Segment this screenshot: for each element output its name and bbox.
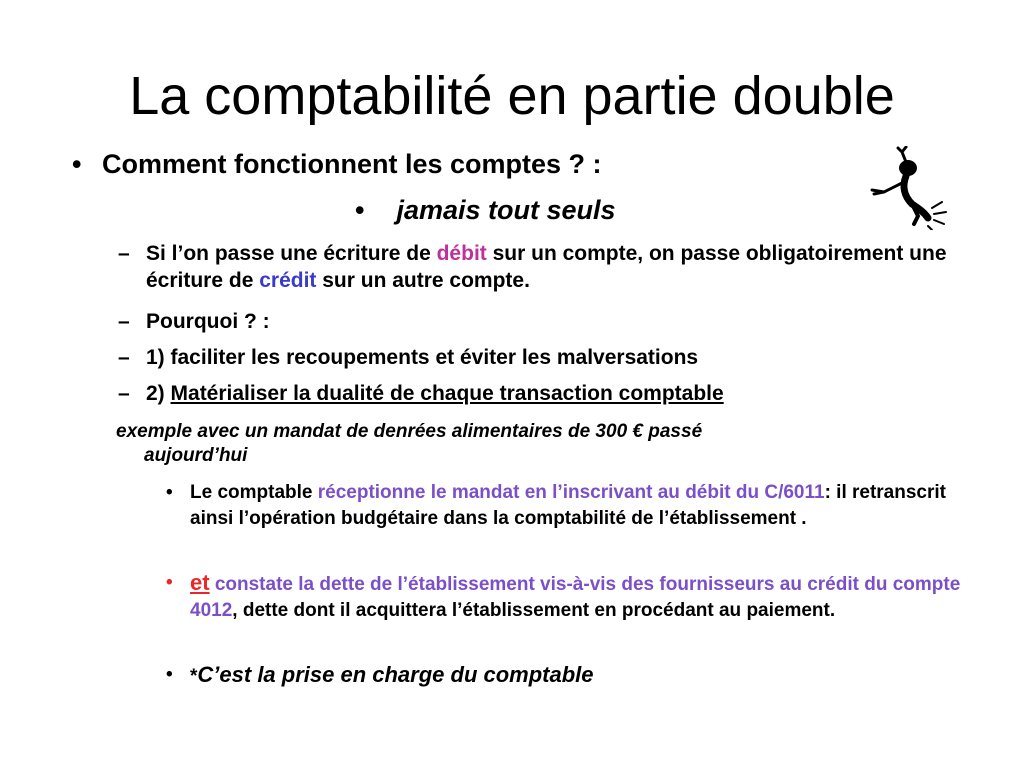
et-term: et <box>190 570 210 595</box>
bullet-glyph: • <box>166 482 173 503</box>
bullet-text: *C’est la prise en charge du comptable <box>190 662 594 687</box>
bullet-text: et constate la dette de l’établissement vis-à-vis des fournisseurs au crédit du compte 4012, dette dont il acquittera l’établissement en procédant au paiement. <box>190 570 961 621</box>
bullet-glyph: • <box>72 149 82 179</box>
underlined-text: Matérialiser la dualité de chaque transaction comptable <box>170 382 724 405</box>
bullet-level2-point1 <box>118 344 968 371</box>
dash-glyph: – <box>118 242 130 265</box>
bullet-text: jamais tout seuls <box>396 195 616 225</box>
example-note: exemple avec un mandat de denrées alimentaires de 300 € passé aujourd’hui <box>116 421 703 466</box>
dancing-figure-icon <box>862 146 952 230</box>
dash-glyph: – <box>118 310 130 333</box>
bullet-text: Pourquoi ? : <box>146 310 270 333</box>
bullet-level2-debit-credit <box>118 240 968 294</box>
bullet-level3-prise-en-charge <box>166 662 966 690</box>
bullet-text: 1) faciliter les recoupements et éviter les malversations <box>146 346 699 369</box>
dash-glyph: – <box>118 346 130 369</box>
bullet-level3-dette <box>166 570 966 624</box>
bullet-text: Comment fonctionnent les comptes ? : <box>102 149 602 179</box>
credit-term: crédit <box>259 269 317 292</box>
bullet-glyph: • <box>166 572 173 593</box>
bullet-text: Le comptable réceptionne le mandat en l’inscrivant au débit du C/6011: il retranscrit ainsi l’opération budgétaire dans la comptabilité de l’établissement . <box>190 482 946 529</box>
debit-term: débit <box>436 242 487 265</box>
bullet-centered <box>355 192 616 228</box>
bullet-glyph: • <box>166 664 173 685</box>
bullet-level2-pourquoi <box>118 308 968 335</box>
bullet-glyph: • <box>355 195 365 225</box>
bullet-level3-comptable <box>166 480 966 532</box>
bullet-level2-point2 <box>118 380 968 407</box>
bullet-text: Si l’on passe une écriture de débit sur un compte, on passe obligatoirement une écriture de crédit sur un autre compte. <box>146 242 947 292</box>
italic-text: C’est la prise en charge du comptable <box>197 662 594 687</box>
highlight-text: réceptionne le mandat en l’inscrivant au débit du C/6011 <box>317 482 825 503</box>
dash-glyph: – <box>118 382 130 405</box>
slide-title: La comptabilité en partie double <box>129 66 895 126</box>
bullet-text: 2) Matérialiser la dualité de chaque transaction comptable <box>146 382 724 405</box>
highlight-text: constate la dette de l’établissement vis-à-vis des fournisseurs au crédit du compte 4012 <box>190 574 961 621</box>
